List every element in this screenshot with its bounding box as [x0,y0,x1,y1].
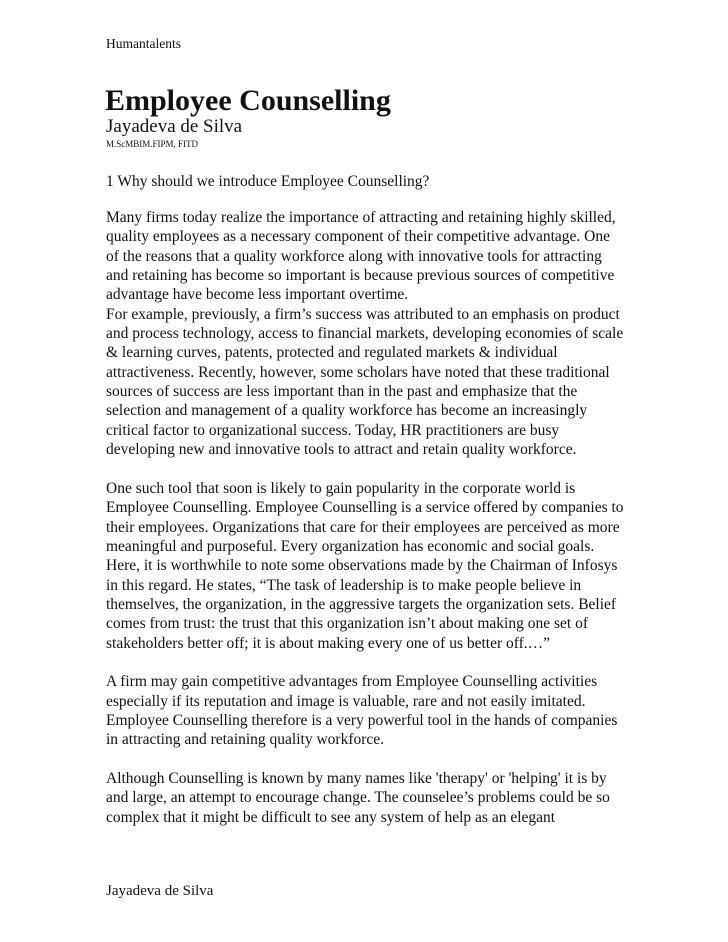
author-name: Jayadeva de Silva [106,116,243,137]
paragraph: A firm may gain competitive advantages from Employee Counselling activities especially if its reputation and image is valuable, rare and not easily imitated. Employee Counselling therefore is a very powerful tool in the hands of companies in attracting and retaining quality workforce. [106,673,618,749]
paragraph: Many firms today realize the importance of attracting and retaining highly skilled, quality employees as a necessary component of their competitive advantage. One of the reasons that a quality workforce along with innovative tools for attracting and retaining has become so important is because previous sources of competitive advantage have become less important overtime. [106,209,616,304]
author-credentials: M.ScMBIM.FIPM, FITD [106,139,199,149]
page-footer: Jayadeva de Silva [106,883,214,899]
page-header: Humantalents [106,36,181,51]
paragraph: Although Counselling is known by many names like 'therapy' or 'helping' it is by and large, an attempt to encourage change. The counselee’s problems could be so complex that it might be difficult to see any system of help as an elegant [106,769,610,826]
section-heading: 1 Why should we introduce Employee Counselling? [106,173,430,190]
paragraph: One such tool that soon is likely to gain popularity in the corporate world is Employee Counselling. Employee Counselling is a service offered by companies to their employees. Organizations that care for their employees are perceived as more meaningful and purposeful. Every organization has economic and social goals. Here, it is worthwhile to note some observations made by the Chairman of Infosys in this regard. He states, “The task of leadership is to make people believe in themselves, the organization, in the aggressive targets the organization sets. Belief comes from trust: the trust that this organization isn’t about making one set of stakeholders better off; it is about making every one of us better off.…” [106,479,624,652]
document-title: Employee Counselling [105,84,391,117]
document-body [106,208,626,846]
paragraph: For example, previously, a firm’s success was attributed to an emphasis on product and process technology, access to financial markets, developing economies of scale & learning curves, patents, protected and regulated markets & individual attractiveness. Recently, however, some scholars have noted that these traditional sources of success are less important than in the past and emphasize that the selection and management of a quality workforce has become an increasingly critical factor to organizational success. Today, HR practitioners are busy developing new and innovative tools to attract and retain quality workforce. [106,305,624,459]
